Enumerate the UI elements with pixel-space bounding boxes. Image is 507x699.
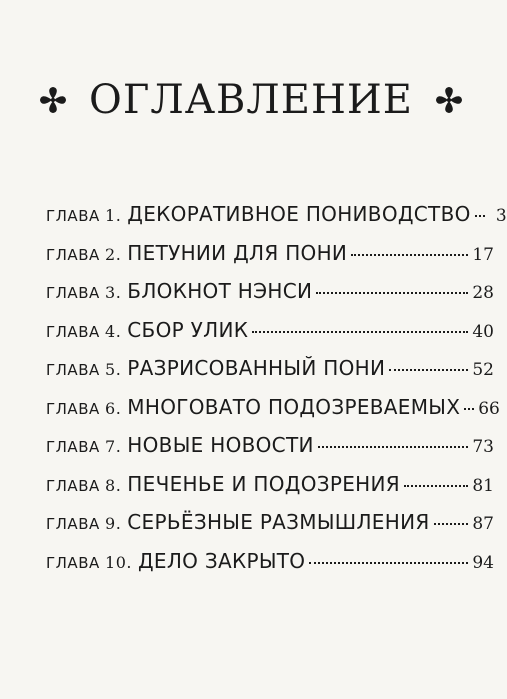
dot-leader bbox=[404, 485, 468, 487]
chapter-title: ПЕЧЕНЬЕ И ПОДОЗРЕНИЯ bbox=[127, 471, 400, 496]
toc-entry bbox=[46, 356, 494, 395]
page-number: 3 bbox=[495, 206, 507, 226]
page-title: ОГЛАВЛЕНИЕ bbox=[89, 77, 413, 123]
toc-entry bbox=[46, 202, 507, 241]
chapter-label: ГЛАВА 3. bbox=[46, 283, 122, 302]
chapter-title: РАЗРИСОВАННЫЙ ПОНИ bbox=[127, 356, 386, 380]
chapter-title: СБОР УЛИК bbox=[127, 317, 249, 342]
page-number: 17 bbox=[472, 244, 494, 265]
chapter-label: ГЛАВА 1. bbox=[46, 206, 122, 225]
chapter-label: ГЛАВА 5. bbox=[46, 360, 122, 379]
toc-entry bbox=[46, 549, 494, 588]
chapter-label: ГЛАВА 9. bbox=[46, 514, 122, 533]
page-number: 81 bbox=[472, 475, 494, 496]
dot-leader bbox=[316, 292, 468, 294]
heading-row bbox=[0, 72, 502, 128]
toc-entry bbox=[46, 279, 494, 318]
toc-entry bbox=[46, 510, 494, 549]
toc-entry bbox=[46, 318, 494, 357]
page-number: 66 bbox=[478, 398, 500, 419]
chapter-title: НОВЫЕ НОВОСТИ bbox=[127, 433, 314, 457]
toc-entry bbox=[46, 433, 494, 472]
page-number: 73 bbox=[472, 437, 494, 457]
chapter-label: ГЛАВА 2. bbox=[46, 244, 122, 264]
page-number: 40 bbox=[472, 321, 494, 342]
chapter-label: ГЛАВА 7. bbox=[46, 437, 122, 456]
dot-leader bbox=[475, 215, 485, 217]
dot-leader bbox=[389, 369, 468, 371]
chapter-title: ДЕЛО ЗАКРЫТО bbox=[137, 548, 306, 573]
chapter-title: БЛОКНОТ НЭНСИ bbox=[127, 279, 313, 303]
dot-leader bbox=[318, 446, 469, 448]
flower-ornament-icon bbox=[433, 84, 465, 116]
page-number: 28 bbox=[472, 283, 494, 303]
chapter-title: ДЕКОРАТИВНОЕ ПОНИВОДСТВО bbox=[127, 202, 471, 226]
flower-ornament-icon bbox=[37, 84, 69, 116]
chapter-label: ГЛАВА 6. bbox=[46, 398, 122, 418]
chapter-title: СЕРЬЁЗНЫЕ РАЗМЫШЛЕНИЯ bbox=[127, 510, 430, 534]
toc-list bbox=[46, 202, 507, 587]
dot-leader bbox=[252, 331, 468, 333]
chapter-title: ПЕТУНИИ ДЛЯ ПОНИ bbox=[127, 240, 348, 265]
chapter-label: ГЛАВА 10. bbox=[46, 552, 132, 572]
chapter-title: МНОГОВАТО ПОДОЗРЕВАЕМЫХ bbox=[127, 394, 461, 419]
page-number: 87 bbox=[472, 514, 494, 534]
toc-entry bbox=[46, 241, 494, 280]
page-number: 94 bbox=[472, 552, 494, 573]
chapter-label: ГЛАВА 4. bbox=[46, 321, 122, 341]
dot-leader bbox=[309, 562, 468, 564]
toc-entry bbox=[46, 394, 500, 434]
page-number: 52 bbox=[472, 360, 494, 380]
dot-leader bbox=[434, 523, 469, 525]
dot-leader bbox=[464, 408, 474, 410]
chapter-label: ГЛАВА 8. bbox=[46, 475, 122, 495]
toc-entry bbox=[46, 472, 494, 511]
dot-leader bbox=[351, 254, 468, 256]
